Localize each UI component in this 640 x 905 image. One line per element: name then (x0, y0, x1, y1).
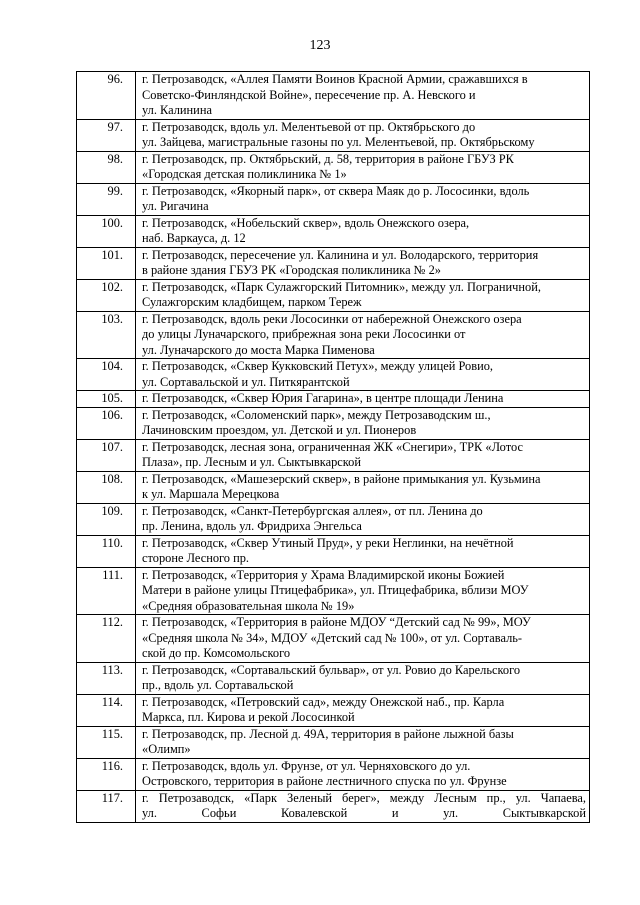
location-description (136, 439, 590, 471)
description-line: ул. Сортавальской и ул. Питкярантской (142, 374, 350, 389)
table-row (77, 790, 590, 822)
description-line: Лачиновским проездом, ул. Детской и ул. Пионеров (142, 423, 417, 437)
row-number: 108. (77, 471, 136, 503)
table-row (77, 503, 590, 535)
description-line: г. Петрозаводск, «Сквер Утиный Пруд», у реки Неглинки, на нечётной (142, 535, 514, 550)
location-description (136, 662, 590, 694)
description-line: ской до пр. Комсомольского (142, 646, 291, 660)
description-line: г. Петрозаводск, «Якорный парк», от сквера Маяк до р. Лососинки, вдоль (142, 183, 530, 198)
table-row (77, 535, 590, 567)
registry-table-body (77, 72, 590, 823)
table-row (77, 471, 590, 503)
description-line: г. Петрозаводск, «Территория у Храма Владимирской иконы Божией (142, 567, 505, 582)
description-line: пр., вдоль ул. Сортавальской (142, 678, 294, 692)
location-description (136, 72, 590, 120)
description-line: Маркса, пл. Кирова и рекой Лососинкой (142, 710, 355, 724)
location-description (136, 215, 590, 247)
table-row (77, 439, 590, 471)
row-number: 99. (77, 183, 136, 215)
description-line: г. Петрозаводск, пр. Октябрьский, д. 58, территория в районе ГБУЗ РК (142, 151, 514, 166)
row-number: 98. (77, 151, 136, 183)
description-line: до улицы Луначарского, прибрежная зона реки Лососинки от (142, 327, 466, 341)
description-line: г. Петрозаводск, «Сквер Юрия Гагарина», в центре площади Ленина (142, 391, 504, 405)
table-row (77, 407, 590, 439)
description-line: г. Петрозаводск, «Машезерский сквер», в районе примыкания ул. Кузьмина (142, 471, 541, 486)
location-description (136, 694, 590, 726)
table-row (77, 151, 590, 183)
row-number: 111. (77, 567, 136, 615)
row-number: 101. (77, 247, 136, 279)
location-description (136, 391, 590, 408)
description-line: Советско-Финляндской Войне», пересечение пр. А. Невского и (142, 87, 476, 102)
description-line: г. Петрозаводск, «Соломенский парк», между Петрозаводским ш., (142, 407, 491, 422)
location-description (136, 567, 590, 615)
description-line: г. Петрозаводск, «Аллея Памяти Воинов Красной Армии, сражавшихся в (142, 72, 528, 86)
row-number: 116. (77, 758, 136, 790)
row-number: 112. (77, 615, 136, 663)
description-line: г. Петрозаводск, «Парк Зеленый берег», между Лесным пр., ул. Чапаева, (142, 790, 586, 805)
description-line: г. Петрозаводск, «Сортавальский бульвар», от ул. Ровио до Карельского (142, 662, 521, 677)
row-number: 117. (77, 790, 136, 822)
description-line: Сулажгорским кладбищем, парком Тереж (142, 295, 362, 309)
description-line: к ул. Маршала Мерецкова (142, 487, 280, 501)
description-line: Островского, территория в районе лестничного спуска по ул. Фрунзе (142, 774, 507, 788)
description-line: ул. Зайцева, магистральные газоны по ул. Мелентьевой, пр. Октябрьскому (142, 135, 535, 149)
description-line: «Городская детская поликлиника № 1» (142, 167, 347, 181)
location-description (136, 790, 590, 822)
table-row (77, 615, 590, 663)
location-description (136, 471, 590, 503)
row-number: 103. (77, 311, 136, 359)
description-line: г. Петрозаводск, пр. Лесной д. 49А, территория в районе лыжной базы (142, 726, 514, 741)
table-row (77, 391, 590, 408)
description-line: ул. Ригачина (142, 199, 209, 213)
description-line: г. Петрозаводск, «Парк Сулажгорский Питомник», между ул. Пограничной, (142, 279, 541, 294)
description-line: Плаза», пр. Лесным и ул. Сыктывкарской (142, 455, 361, 469)
description-line: в районе здания ГБУЗ РК «Городская поликлиника № 2» (142, 263, 441, 277)
location-description (136, 311, 590, 359)
row-number: 96. (77, 72, 136, 120)
description-line: г. Петрозаводск, вдоль ул. Мелентьевой от пр. Октябрьского до (142, 119, 476, 134)
table-row (77, 279, 590, 311)
row-number: 104. (77, 359, 136, 391)
location-description (136, 151, 590, 183)
description-line: г. Петрозаводск, пересечение ул. Калинина и ул. Володарского, территория (142, 247, 539, 262)
description-line: ул. Софьи Ковалевской и ул. Сыктывкарской (142, 806, 586, 820)
location-description (136, 183, 590, 215)
page-number: 123 (309, 38, 331, 53)
description-line: Матери в районе улицы Птицефабрика», ул. Птицефабрика, вблизи МОУ (142, 583, 529, 597)
table-row (77, 694, 590, 726)
description-line: «Средняя школа № 34», МДОУ «Детский сад № 100», от ул. Сортаваль- (142, 630, 523, 645)
table-row (77, 758, 590, 790)
row-number: 102. (77, 279, 136, 311)
row-number: 114. (77, 694, 136, 726)
location-description (136, 615, 590, 663)
location-description (136, 726, 590, 758)
description-line: «Олимп» (142, 742, 191, 756)
location-description (136, 359, 590, 391)
location-description (136, 758, 590, 790)
row-number: 109. (77, 503, 136, 535)
table-row (77, 119, 590, 151)
table-row (77, 72, 590, 120)
description-line: г. Петрозаводск, «Территория в районе МДОУ “Детский сад № 99», МОУ (142, 615, 531, 629)
description-line: г. Петрозаводск, «Сквер Кукковский Петух», между улицей Ровио, (142, 359, 493, 373)
table-row (77, 726, 590, 758)
description-line: г. Петрозаводск, вдоль ул. Фрунзе, от ул. Черняховского до ул. (142, 758, 471, 773)
registry-table (76, 71, 590, 823)
location-description (136, 119, 590, 151)
row-number: 106. (77, 407, 136, 439)
description-line: ул. Луначарского до моста Марка Пименова (142, 342, 375, 357)
table-row (77, 215, 590, 247)
description-line: наб. Варкауса, д. 12 (142, 231, 246, 245)
table-row (77, 183, 590, 215)
row-number: 113. (77, 662, 136, 694)
description-line: стороне Лесного пр. (142, 551, 250, 565)
description-line: г. Петрозаводск, лесная зона, ограниченная ЖК «Снегири», ТРК «Лотос (142, 439, 523, 454)
row-number: 110. (77, 535, 136, 567)
table-row (77, 662, 590, 694)
location-description (136, 503, 590, 535)
row-number: 107. (77, 439, 136, 471)
description-line: ул. Калинина (142, 103, 212, 117)
description-line: «Средняя образовательная школа № 19» (142, 598, 355, 613)
table-row (77, 359, 590, 391)
table-row (77, 567, 590, 615)
location-description (136, 279, 590, 311)
description-line: г. Петрозаводск, «Санкт-Петербургская аллея», от пл. Ленина до (142, 503, 483, 518)
row-number: 115. (77, 726, 136, 758)
description-line: г. Петрозаводск, вдоль реки Лососинки от набережной Онежского озера (142, 311, 522, 326)
location-description (136, 247, 590, 279)
table-row (77, 247, 590, 279)
row-number: 97. (77, 119, 136, 151)
row-number: 100. (77, 215, 136, 247)
description-line: пр. Ленина, вдоль ул. Фридриха Энгельса (142, 519, 362, 533)
description-line: г. Петрозаводск, «Нобельский сквер», вдоль Онежского озера, (142, 215, 470, 230)
table-row (77, 311, 590, 359)
location-description (136, 535, 590, 567)
description-line: г. Петрозаводск, «Петровский сад», между Онежской наб., пр. Карла (142, 694, 505, 709)
row-number: 105. (77, 391, 136, 408)
location-description (136, 407, 590, 439)
